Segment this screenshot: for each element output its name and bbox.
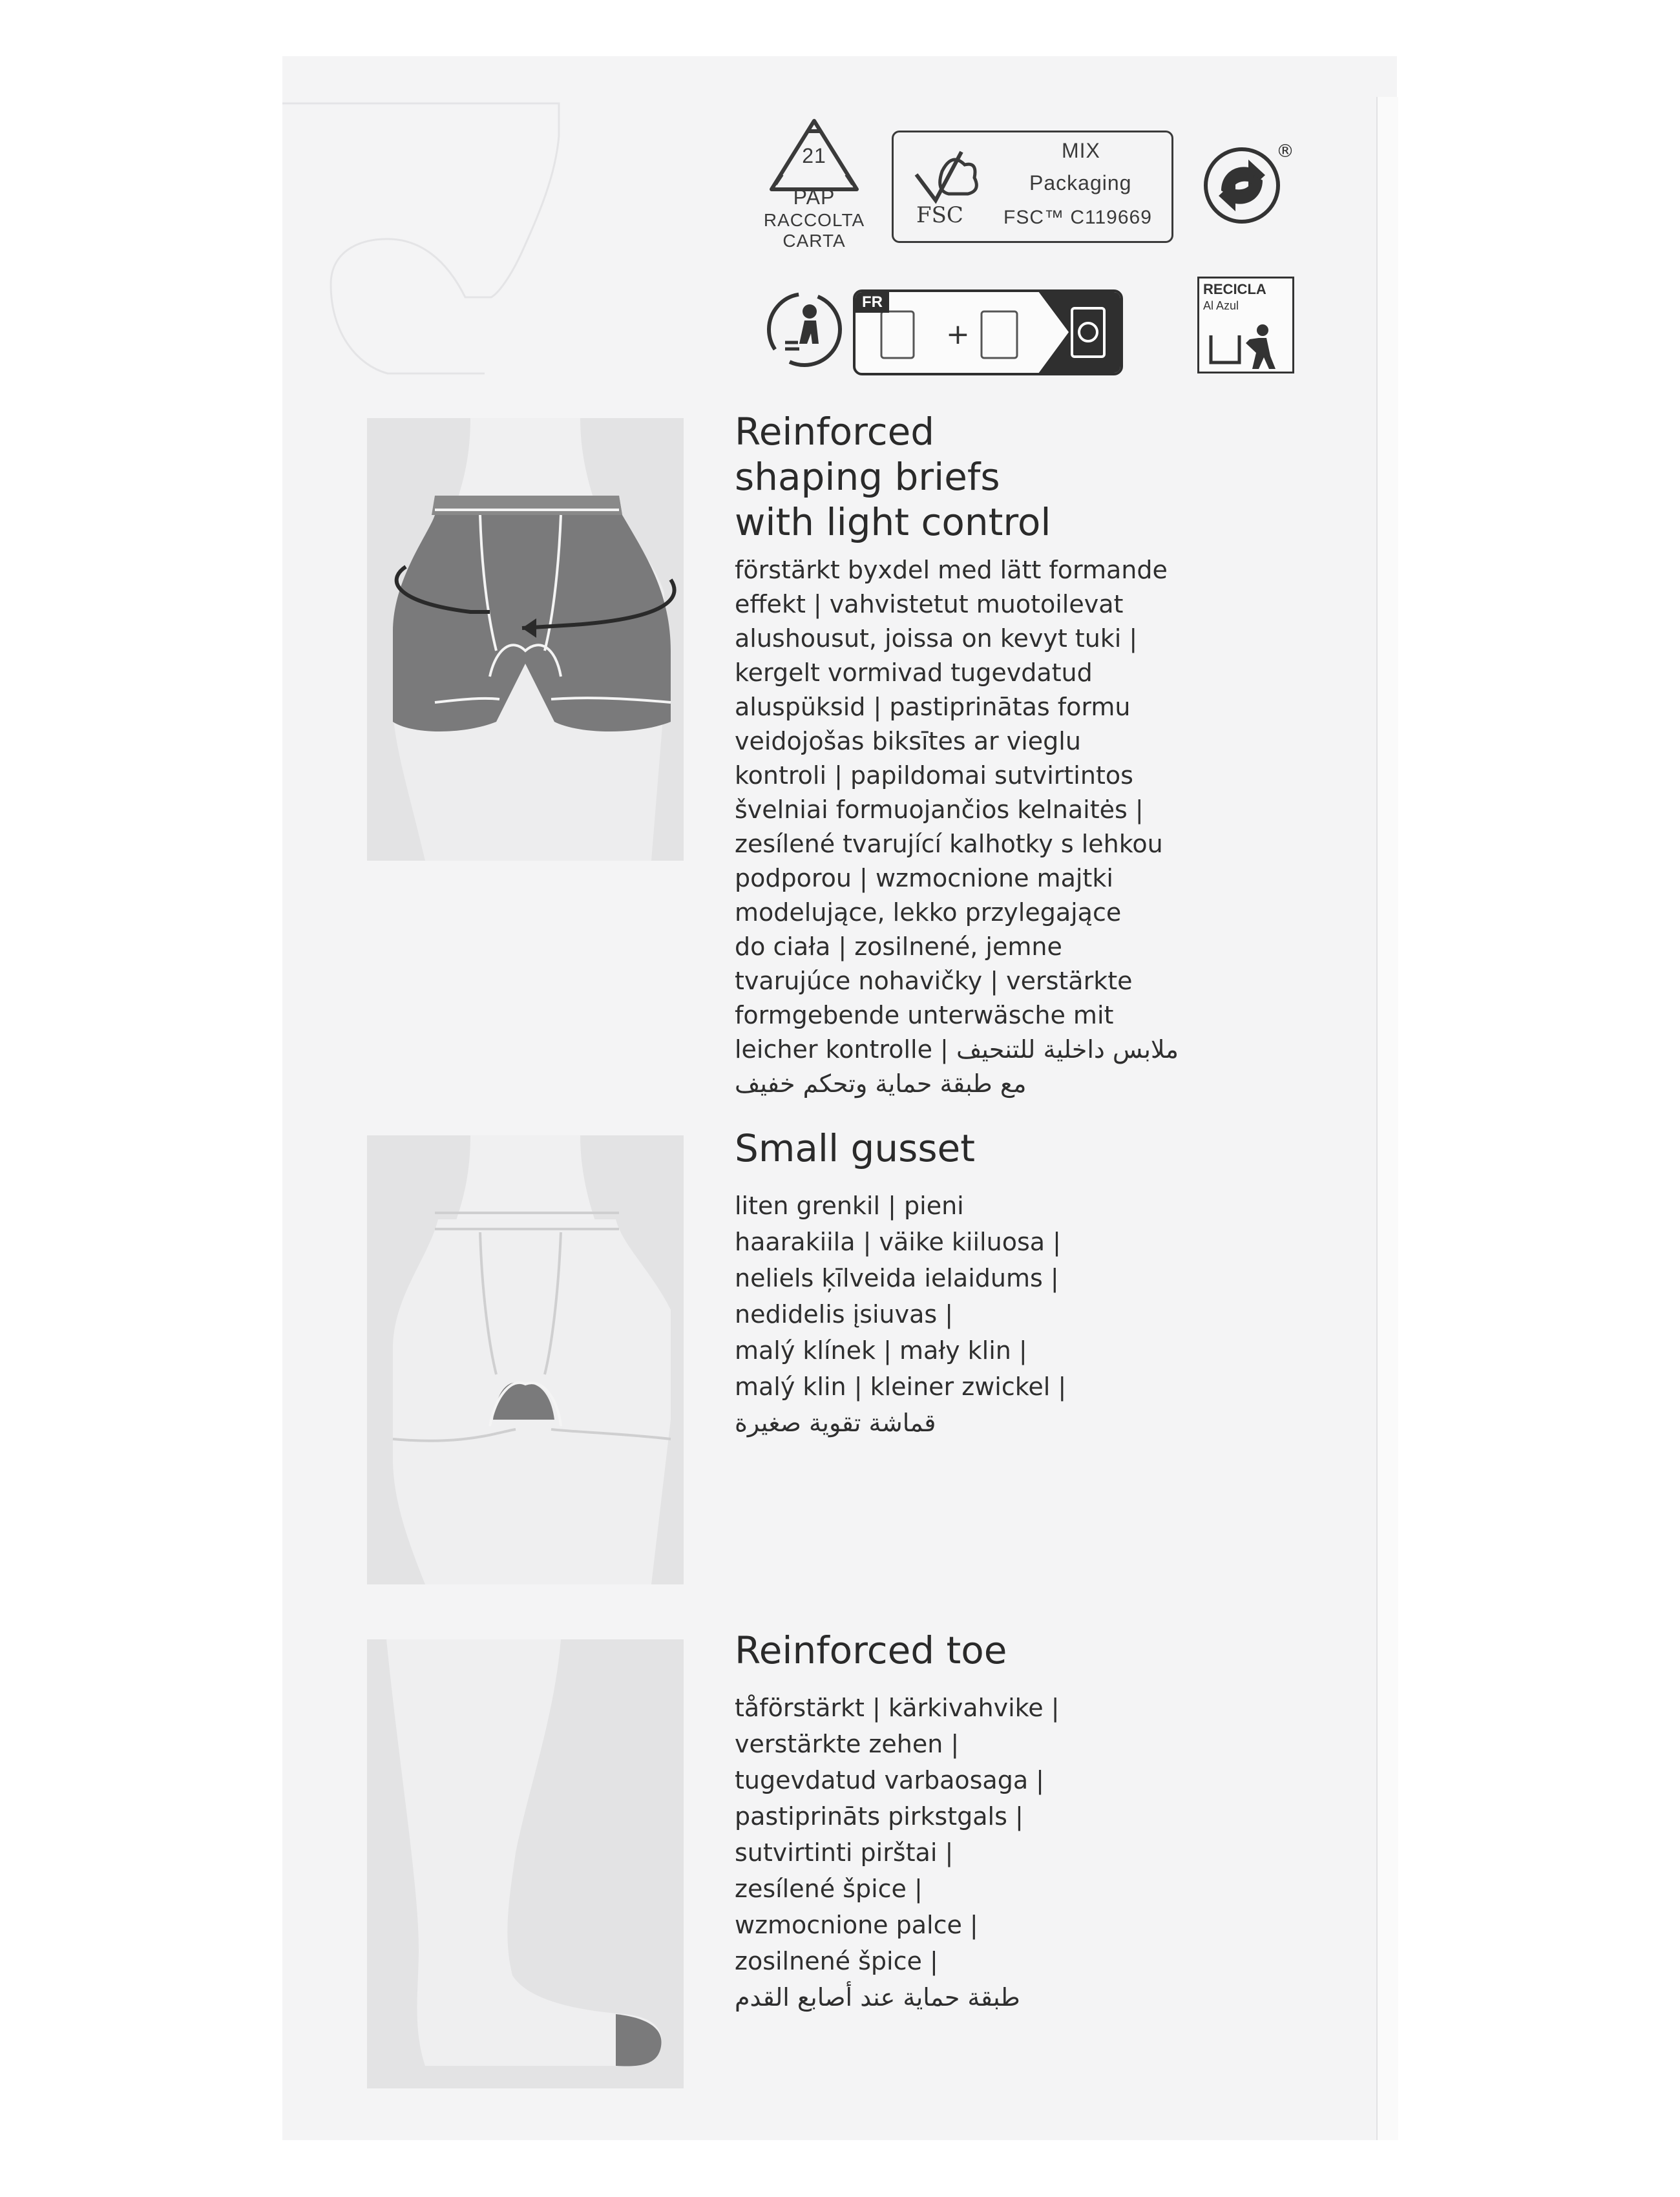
- reinforced-toe-illustration: [367, 1639, 684, 2088]
- fsc-logo: [892, 131, 1173, 243]
- shaping-briefs-illustration: [367, 418, 684, 861]
- triman-country: FR: [856, 292, 889, 313]
- paper-packaging-icon: [881, 311, 914, 358]
- svg-text:+: +: [946, 318, 970, 351]
- pap-text-1: RACCOLTA: [763, 210, 865, 230]
- section-shaping-briefs-body: förstärkt byxdel med lätt formande effekt | vahvistetut muotoilevat alushousut, joissa on kevyt tuki | kergelt vormivad tugevdatud aluspüksid | pastiprinātas formu veidojošas biksītes ar vieglu kontroli | papildomai sutvirtintos švelniai formuojančios kelnaitės | zesílené tvarující kalhotky s lehkou podporou | wzmocnione majtki modelujące, lekko przylegające do ciała | zosilnené, jemne tvarujúce nohavičky | verstärkte formgebende unterwäsche mit leicher kontrolle | ملابس داخلية للتنحيف مع طبقة حماية وتحكم خفيف: [735, 556, 1179, 1098]
- pap-code: PAP: [793, 185, 835, 209]
- plastic-packaging-icon: [982, 311, 1017, 358]
- registered-mark: ®: [1276, 140, 1294, 162]
- green-dot-icon: [1202, 145, 1286, 229]
- section-shaping-briefs-title: Reinforced shaping briefs with light control: [735, 410, 1051, 544]
- fsc-brand: FSC: [916, 202, 963, 228]
- fsc-license: FSC™ C119669: [1003, 207, 1152, 228]
- small-gusset-illustration: [367, 1135, 684, 1584]
- triman-info-box: [853, 289, 1123, 375]
- section-small-gusset-body: liten grenkil | pieni haarakiila | väike kiiluosa | neliels ķīlveida ielaidums | nedidelis įsiuvas | malý klínek | mały klin | malý klin | kleiner zwickel | قماشة تقوية صغيرة: [735, 1192, 1067, 1437]
- fsc-packaging: Packaging: [1029, 171, 1132, 194]
- triman-logo: [759, 284, 850, 375]
- triman-diagram: [856, 292, 1120, 373]
- triman-icon: [759, 284, 850, 375]
- recicla-line-2: Al Azul: [1203, 299, 1239, 312]
- green-dot-logo: [1202, 140, 1294, 236]
- pap-recycling-logo: [762, 113, 866, 255]
- recicla-logo: [1197, 277, 1294, 373]
- person-bin-icon: [1199, 279, 1296, 375]
- section-small-gusset-title: Small gusset: [735, 1126, 975, 1170]
- section-reinforced-toe-body: tåförstärkt | kärkivahvike | verstärkte zehen | tugevdatud varbaosaga | pastiprināts pirkstgals | sutvirtinti pirštai | zesílené špice | wzmocnione palce | zosilnené špice | طبقة حماية عند أصابع القدم: [735, 1694, 1060, 2012]
- pap-text-2: CARTA: [782, 231, 846, 251]
- section-reinforced-toe-title: Reinforced toe: [735, 1628, 1007, 1672]
- pap-number: 21: [802, 144, 826, 167]
- recicla-line-1: RECICLA: [1203, 281, 1266, 297]
- fsc-mix: MIX: [1062, 139, 1100, 162]
